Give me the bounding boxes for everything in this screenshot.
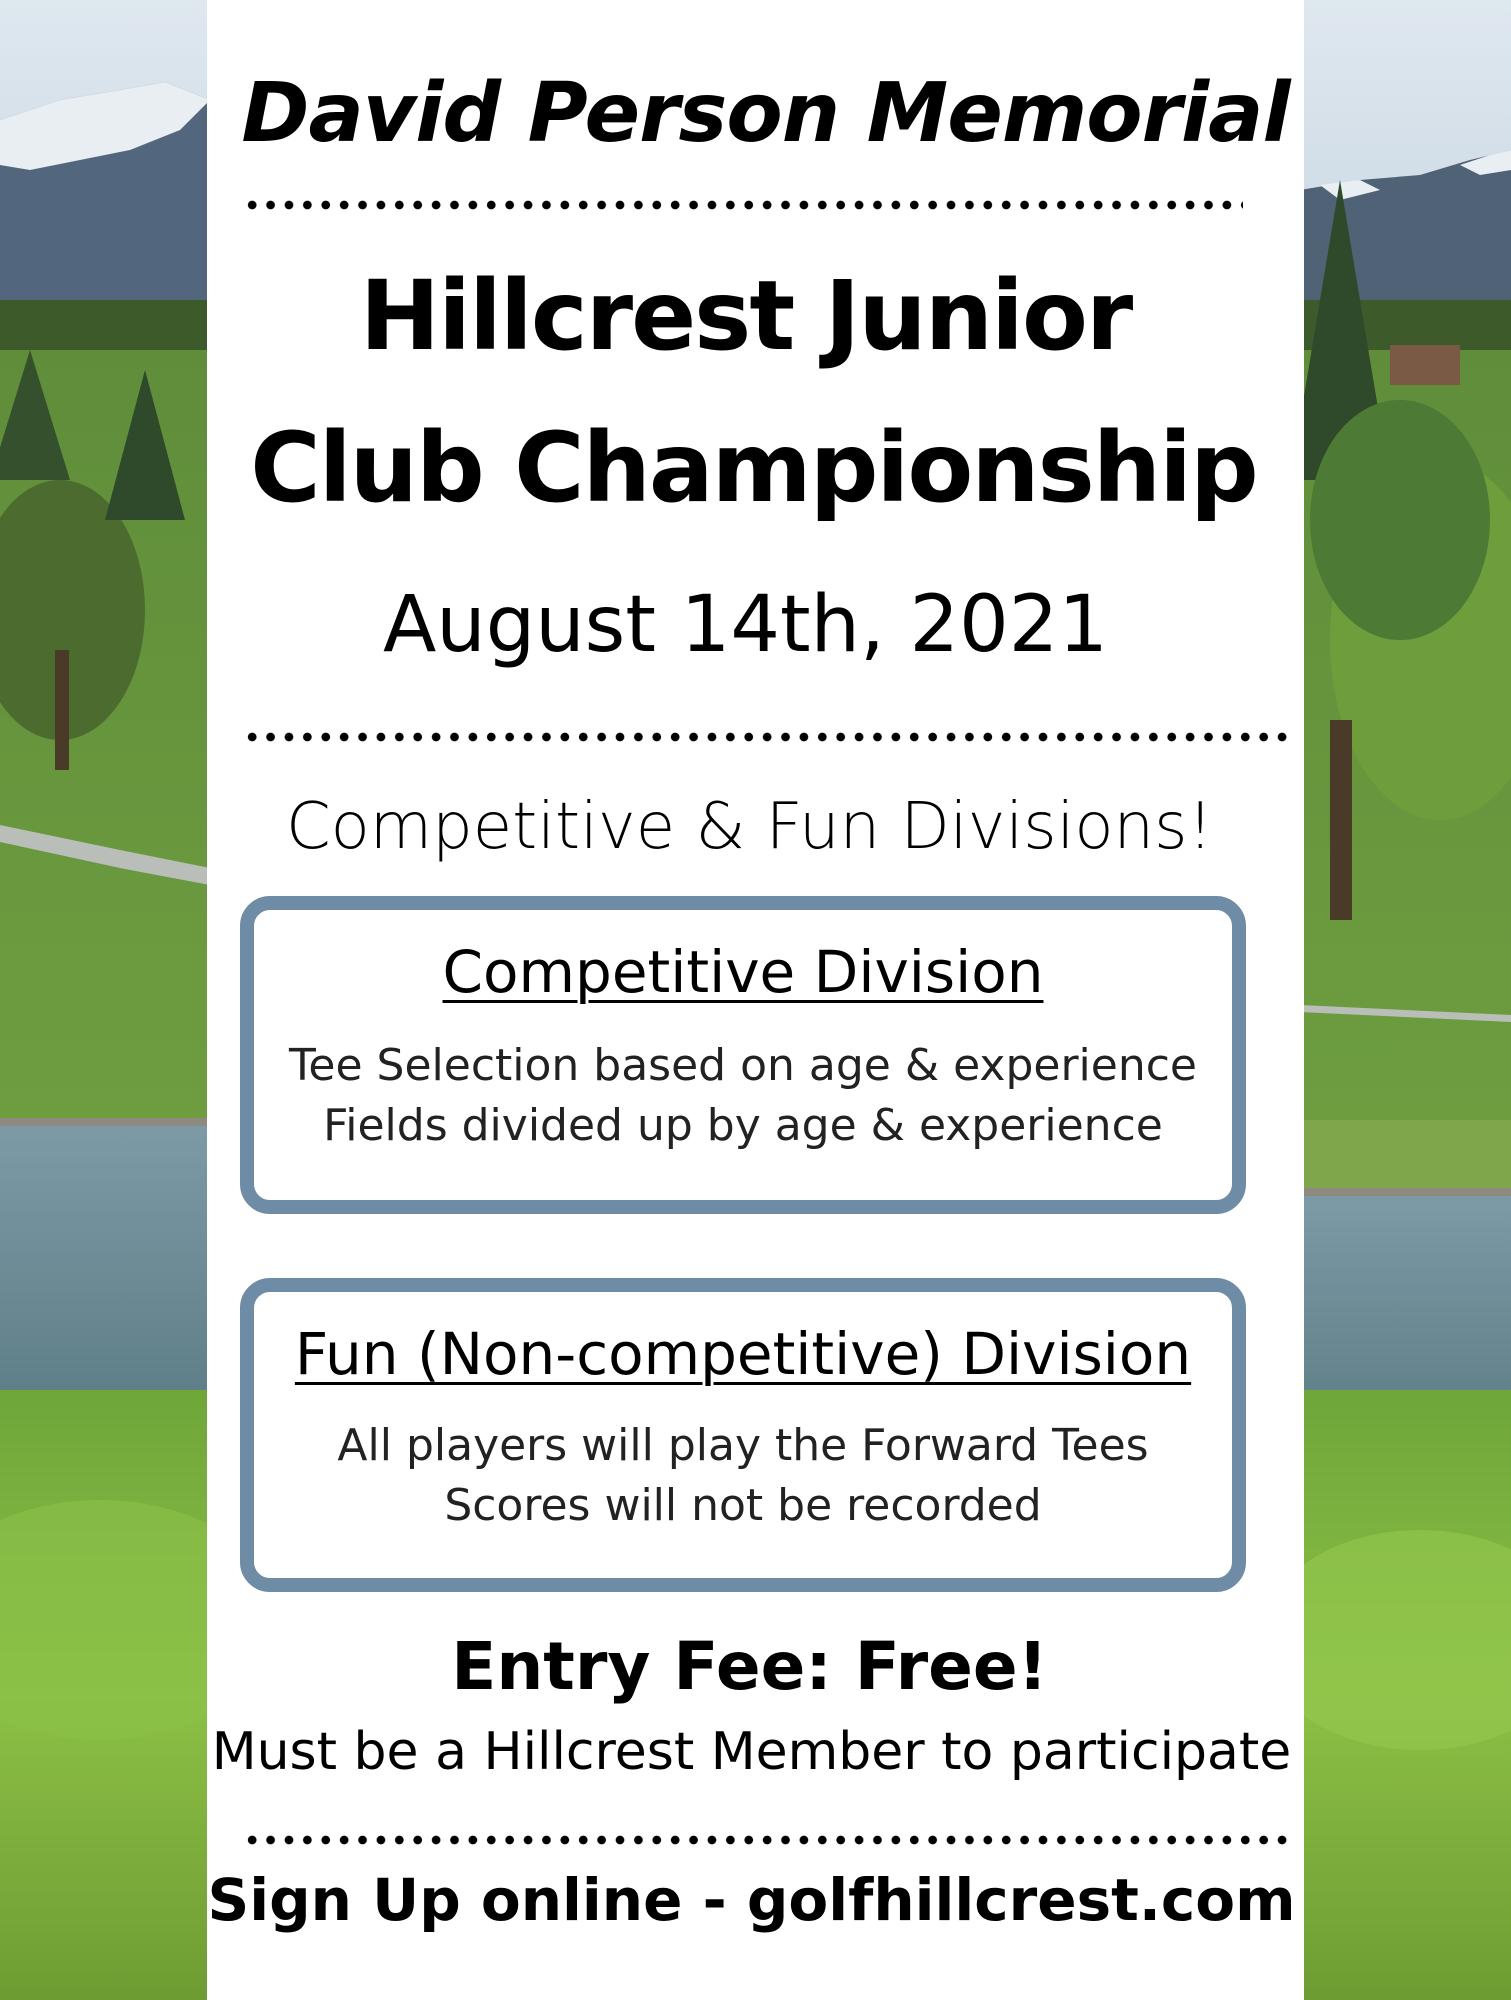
fun-division-box (240, 1278, 1246, 1592)
dotted-divider (243, 1835, 1288, 1845)
dotted-divider (243, 732, 1288, 742)
fun-division-heading: Fun (Non-competitive) Division (294, 1320, 1192, 1388)
fun-division-detail: All players will play the Forward Tees (337, 1420, 1149, 1471)
memorial-subtitle: David Person Memorial (241, 66, 1290, 161)
event-title-line-1: Hillcrest Junior (359, 260, 1132, 372)
competitive-division-heading: Competitive Division (442, 938, 1044, 1006)
event-title-line-2: Club Championship (250, 412, 1257, 524)
dotted-divider (243, 200, 1243, 210)
membership-note: Must be a Hillcrest Member to participate (211, 1722, 1292, 1782)
competitive-division-detail: Tee Selection based on age & experience (289, 1040, 1197, 1091)
flyer-panel (207, 0, 1304, 2000)
entry-fee: Entry Fee: Free! (451, 1628, 1048, 1705)
signup-link[interactable]: Sign Up online - golfhillcrest.com (207, 1866, 1296, 1934)
fun-division-detail: Scores will not be recorded (444, 1480, 1042, 1531)
competitive-division-box (240, 896, 1246, 1214)
divisions-heading: Competitive & Fun Divisions! (285, 790, 1214, 864)
competitive-division-detail: Fields divided up by age & experience (323, 1100, 1163, 1151)
event-date: August 14th, 2021 (382, 580, 1109, 670)
